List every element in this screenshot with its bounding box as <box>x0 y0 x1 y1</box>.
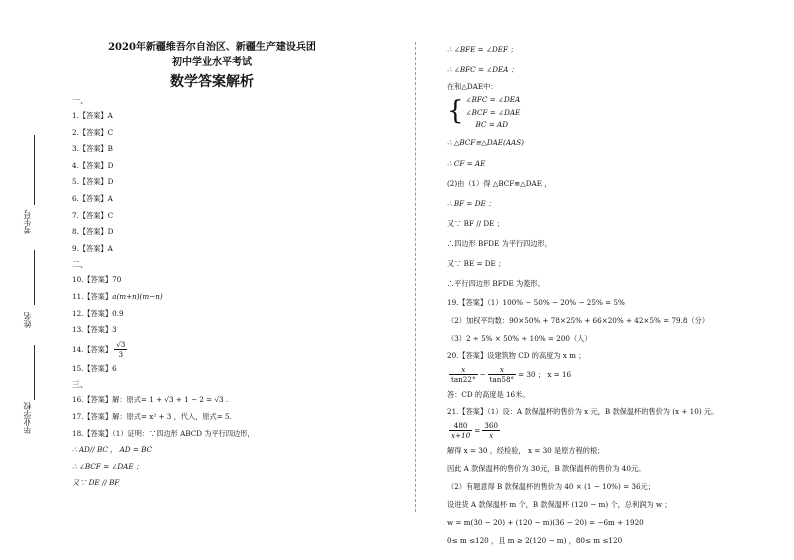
congruence-system <box>447 94 782 132</box>
fraction-denominator: 3 <box>118 350 124 360</box>
equation-line: $\frac{x}{\tan 22^\circ}$ − $\frac{x}{\tan 58^\circ}$ = 30 ； x = 16 <box>451 365 572 384</box>
system-line: BC = AD <box>475 120 509 129</box>
answer-line: 18.【答案】（1）证明：∵四边形 ABCD 为平行四边形， <box>72 428 255 438</box>
answer-line: 设进货 A 款保温杯 m 个，B 款保温杯 (120 − m) 个，总利润为 w ； <box>447 499 672 509</box>
fraction <box>482 421 500 440</box>
answer-math: a(m+n)(m−n) <box>112 291 163 301</box>
proof-line: ∴ AD// BC ， AD = BC <box>72 445 153 455</box>
answer-line: 16.【答案】解：原式= 1 + √3 + 1 − 2 = √3 . <box>72 395 229 405</box>
answer-line: 因此 A 款保温杯的售价为 30元，B 款保温杯的售价为 40元。 <box>447 463 646 473</box>
gutter-label-name: 姓名 <box>23 312 32 328</box>
answer-line: 17.【答案】解：原式= x² + 3 ，代入，原式= 5. <box>72 411 232 421</box>
gutter-line <box>34 345 35 400</box>
proof-line: 在和△DAE中： <box>447 82 498 91</box>
system-lines <box>466 94 521 132</box>
fraction-numerator: √3 <box>116 340 126 350</box>
answer-line: 1.【答案】A <box>72 111 113 120</box>
gutter-line <box>34 250 35 305</box>
equation-line: $\frac{480}{x+10}$ = $\frac{360}{x}$ <box>451 421 498 440</box>
answer-line: 21.【答案】（1）设：A 款保温杯的售价为 x 元，B 款保温杯的售价为 (x + 10) 元。 <box>447 406 719 416</box>
proof-line: (2)由（1）得 △BCF≌△DAE ， <box>447 178 552 188</box>
column-divider <box>415 42 416 512</box>
answer-line: 12.【答案】0.9 <box>72 308 124 318</box>
answer-line: 2.【答案】C <box>72 127 114 137</box>
answer-line: 6.【答案】A <box>72 193 113 203</box>
fraction-numerator: x <box>449 365 478 375</box>
proof-line: ∴平行四边形 BFDE 为菱形。 <box>447 278 545 288</box>
proof-line: ∴ CF = AE <box>447 158 486 168</box>
fraction-denominator: x+10 <box>451 431 471 440</box>
answer-line: 0≤ m ≤120 ，且 m ≥ 2(120 − m) ，80≤ m ≤120 <box>447 535 623 545</box>
answer-line: 3.【答案】B <box>72 144 113 154</box>
answer-line: w = m(30 − 20) + (120 − m)(36 − 20) = −6m + 1920 <box>447 517 644 527</box>
header-line-2: 初中学业水平考试 <box>172 57 252 68</box>
fraction <box>449 365 478 384</box>
gutter-label-exam-number: 考生号 <box>23 210 32 234</box>
answer-line: 8.【答案】D <box>72 227 114 237</box>
answer-line: 10.【答案】70 <box>72 275 122 285</box>
answer-line: （2）加权平均数：90×50% + 78×25% + 66×20% + 42×5% = 79.8（分） <box>447 315 710 325</box>
fraction-denominator: tan58° <box>489 375 515 384</box>
answer-tag: 11.【答案】 <box>72 291 113 301</box>
answer-line: 答：CD 的高度是 16米。 <box>447 389 530 399</box>
proof-line: ∴ ∠BCF = ∠DAE ； <box>72 461 144 471</box>
proof-line: 又∵ BF // DE ； <box>447 218 504 228</box>
answer-fraction <box>114 340 127 359</box>
answer-line <box>72 289 402 306</box>
document-header <box>72 40 352 93</box>
answer-line: 5.【答案】D <box>72 177 114 187</box>
fraction-denominator: tan22° <box>451 375 476 384</box>
answer-tag: 14.【答案】 <box>72 344 113 354</box>
proof-line: ∴ ∠BFC = ∠DEA ； <box>447 65 518 74</box>
fraction-numerator: 480 <box>449 421 472 431</box>
proof-line: ∴ ∠BFE = ∠DEF ； <box>447 45 518 54</box>
proof-line: 又∵ DE // BF <box>72 478 120 488</box>
answer-line: 解得 x = 30 ，经检验， x = 30 是原方程的根； <box>447 445 605 455</box>
fraction-numerator: x <box>488 365 517 375</box>
answer-line: （2）有题意得 B 款保温杯的售价为 40 × (1 − 10%) = 36元； <box>447 481 655 491</box>
brace-icon: { <box>447 96 464 126</box>
proof-line: 又∵ BE = DE ； <box>447 258 506 268</box>
section-heading: 三、 <box>72 380 88 390</box>
answer-line: 19.【答案】（1）100% − 50% − 20% − 25% = 5% <box>447 297 625 307</box>
binding-gutter <box>0 0 60 560</box>
fraction <box>488 365 517 384</box>
fraction-numerator: 360 <box>484 421 498 430</box>
fraction-denominator: x <box>489 431 494 440</box>
proof-line: ∴四边形 BFDE 为平行四边形， <box>447 238 552 248</box>
answer-line: 7.【答案】C <box>72 210 114 220</box>
gutter-line <box>34 135 35 205</box>
left-column <box>72 40 402 492</box>
gutter-label-school: 毕业学校 <box>23 402 32 434</box>
system-line: ∠BFC = ∠DEA <box>465 95 521 104</box>
section-heading: 二、 <box>72 260 88 270</box>
proof-line: ∴ BF = DE ； <box>447 198 496 208</box>
section-heading: 一、 <box>72 96 88 105</box>
system-line: ∠BCF = ∠DAE <box>465 107 521 117</box>
answer-line: 9.【答案】A <box>72 243 113 253</box>
proof-line: ∴ △BCF≌△DAE(AAS) <box>447 137 524 147</box>
answer-line: 15.【答案】6 <box>72 363 117 373</box>
answer-line <box>72 339 402 361</box>
equation-tail: = 30 ； x = 16 <box>518 369 572 379</box>
fraction <box>449 421 472 440</box>
answer-line: 4.【答案】D <box>72 160 114 170</box>
answer-line: 13.【答案】3 <box>72 325 117 335</box>
answer-line: （3）2 ÷ 5% × 50% ÷ 10% = 200（人） <box>447 333 592 343</box>
right-column <box>447 40 782 550</box>
page-title: 数学答案解析 <box>170 74 254 90</box>
answer-line: 20.【答案】设建筑物 CD 的高度为 x m ； <box>447 350 586 360</box>
header-line-1: 2020年新疆维吾尔自治区、新疆生产建设兵团 <box>108 42 316 53</box>
